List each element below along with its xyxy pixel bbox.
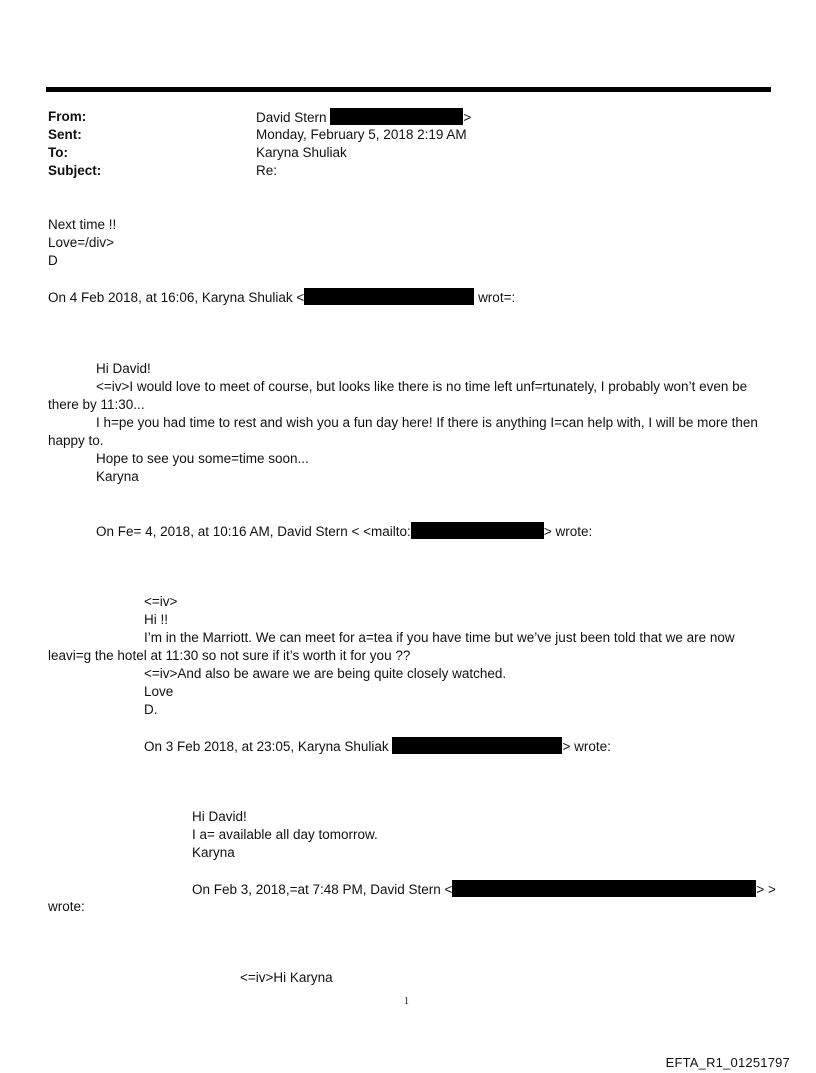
body-line: wrote: xyxy=(48,899,85,914)
subject-value: Re: xyxy=(256,163,278,178)
body-line: <=iv>And also be aware we are being quite closely watched. xyxy=(144,666,507,681)
body-line: there by 11:30... xyxy=(48,397,145,412)
quote-header xyxy=(48,288,515,307)
quote-header-text: On Fe= 4, 2018, at 10:16 AM, David Stern < <mailto: xyxy=(96,524,411,539)
to-label: To: xyxy=(48,145,68,160)
body-line: Next time !! xyxy=(48,217,117,232)
from-value xyxy=(256,108,471,127)
body-line: Love=/div> xyxy=(48,235,115,250)
sent-label: Sent: xyxy=(48,127,82,142)
page-number: 1 xyxy=(404,996,409,1007)
body-line: Karyna xyxy=(96,469,139,484)
body-line: happy to. xyxy=(48,433,104,448)
quote-header xyxy=(96,522,592,541)
from-name: David Stern xyxy=(256,110,327,125)
body-line: Hi David! xyxy=(96,361,151,376)
quote-header-wrote: > wrote: xyxy=(543,524,593,539)
header-rule xyxy=(46,87,771,92)
quote-header-text: On 4 Feb 2018, at 16:06, Karyna Shuliak < xyxy=(48,290,305,305)
document-id: EFTA_R1_01251797 xyxy=(665,1055,790,1070)
body-line: I h=pe you had time to rest and wish you a fun day here! If there is anything I=can help with, I will be more then xyxy=(96,415,758,430)
quote-header-text: On 3 Feb 2018, at 23:05, Karyna Shuliak xyxy=(144,739,389,754)
subject-label: Subject: xyxy=(48,163,102,178)
quote-header-wrote: > > xyxy=(756,882,776,897)
body-line: Karyna xyxy=(192,845,235,860)
body-line: <=iv>I would love to meet of course, but looks like there is no time left unf=rtunately, I probably won’t even be xyxy=(96,379,748,394)
body-line: leavi=g the hotel at 11:30 so not sure if it’s worth it for you ?? xyxy=(48,648,411,663)
body-line: D xyxy=(48,253,58,268)
quote-header xyxy=(192,880,776,899)
quote-header xyxy=(144,737,611,756)
body-line: D. xyxy=(144,702,158,717)
redaction-block xyxy=(411,522,544,539)
redaction-block xyxy=(392,737,562,754)
redaction-block xyxy=(330,108,463,125)
body-line: <=iv> xyxy=(144,594,178,609)
quote-header-text: On Feb 3, 2018,=at 7:48 PM, David Stern < xyxy=(192,882,453,897)
body-line: I a= available all day tomorrow. xyxy=(192,827,378,842)
from-label: From: xyxy=(48,109,87,124)
from-close: > xyxy=(463,110,472,125)
to-value: Karyna Shuliak xyxy=(256,145,347,160)
body-line: Hi David! xyxy=(192,809,247,824)
body-line: Hope to see you some=time soon... xyxy=(96,451,309,466)
body-line: Love xyxy=(144,684,174,699)
body-line: I’m in the Marriott. We can meet for a=tea if you have time but we’ve just been told that we are now xyxy=(144,630,735,645)
quote-header-wrote: > wrote: xyxy=(562,739,611,754)
redaction-block xyxy=(304,288,474,305)
body-line: <=iv>Hi Karyna xyxy=(240,970,333,985)
redaction-block xyxy=(452,880,756,897)
quote-header-wrote: wrot=: xyxy=(478,290,516,305)
body-line: Hi !! xyxy=(144,612,169,627)
sent-value: Monday, February 5, 2018 2:19 AM xyxy=(256,127,467,142)
